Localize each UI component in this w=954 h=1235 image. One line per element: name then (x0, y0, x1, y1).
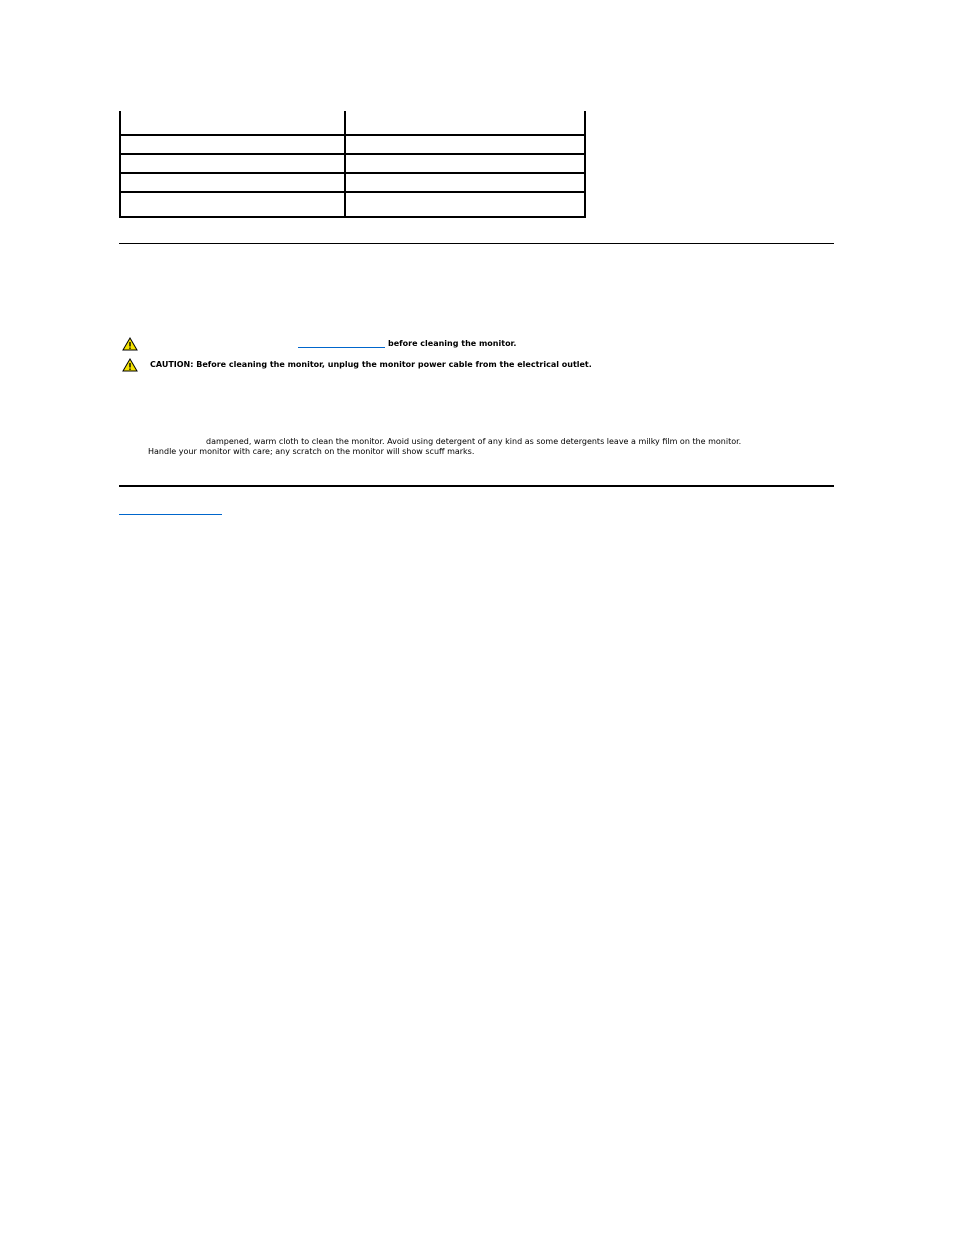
handling-instruction: Handle your monitor with care; any scratch on the monitor will show scuff marks. (148, 447, 475, 456)
table-cell (120, 192, 345, 217)
table-cell (345, 192, 585, 217)
safety-instructions-link[interactable] (298, 338, 385, 348)
table-cell (120, 154, 345, 173)
cleaning-instruction: dampened, warm cloth to clean the monitor. Avoid using detergent of any kind as some detergents leave a milky film on the monitor. (206, 437, 742, 446)
caution-text: before cleaning the monitor. (388, 338, 517, 348)
table-cell (345, 173, 585, 192)
section-divider (119, 243, 834, 244)
warning-triangle-icon (122, 336, 138, 350)
caution-safety-notice (122, 335, 516, 351)
table-row (120, 173, 585, 192)
table-cell (120, 111, 345, 135)
table-cell (120, 135, 345, 154)
back-to-contents-link[interactable] (119, 505, 222, 515)
warning-triangle-icon (122, 357, 138, 371)
table-row (120, 154, 585, 173)
spec-table (119, 111, 586, 218)
table-cell (345, 111, 585, 135)
table-cell (345, 135, 585, 154)
table-cell (345, 154, 585, 173)
table-cell (120, 173, 345, 192)
table-row (120, 192, 585, 217)
section-divider (119, 485, 834, 487)
caution-text: CAUTION: Before cleaning the monitor, unplug the monitor power cable from the electrical outlet. (150, 359, 592, 369)
table-row (120, 135, 585, 154)
caution-unplug-notice (122, 356, 592, 372)
table-row (120, 111, 585, 135)
